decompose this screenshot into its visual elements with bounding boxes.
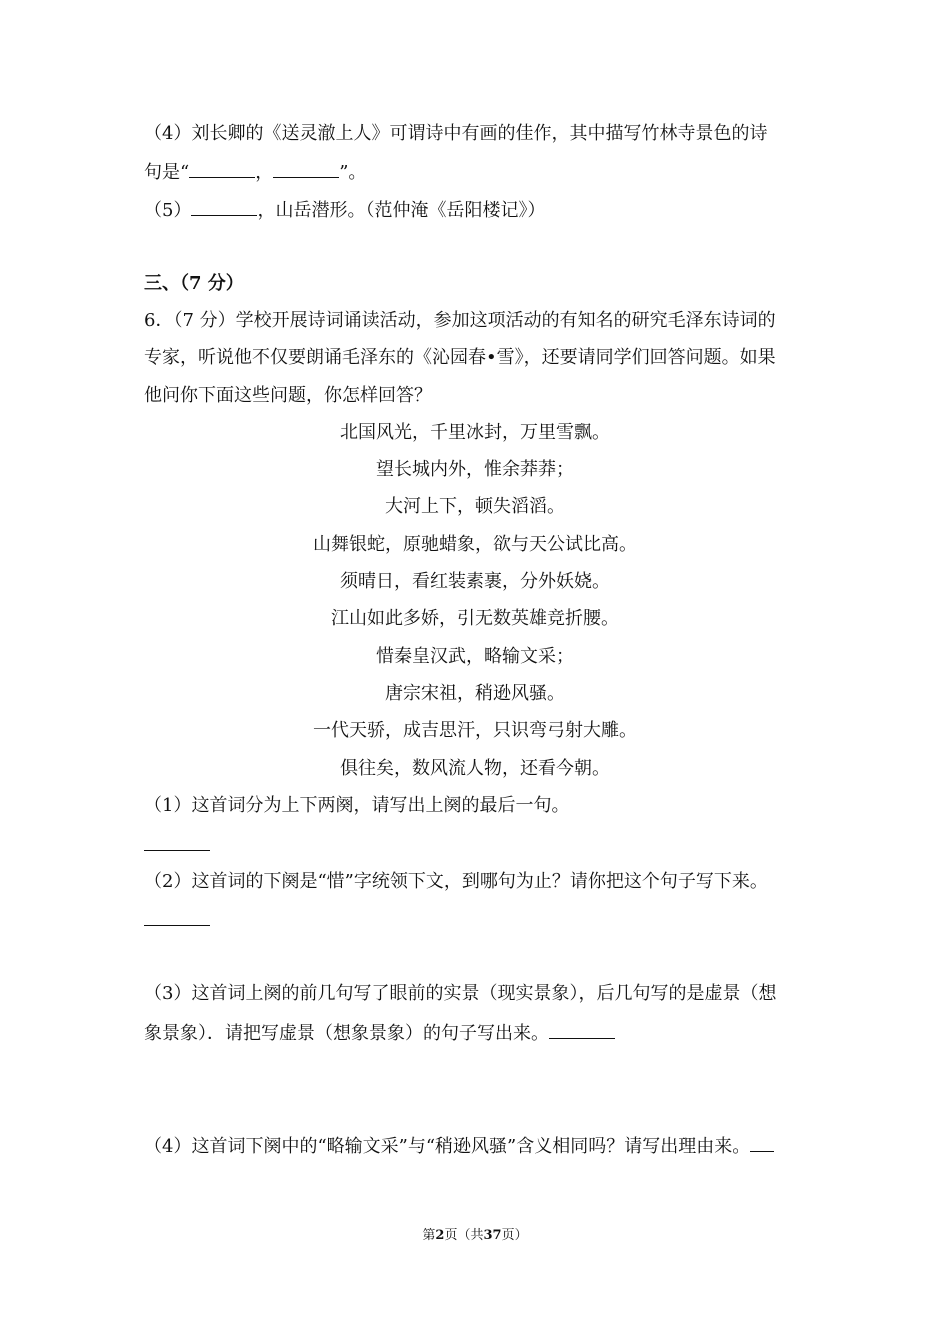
answer-blank-line[interactable] — [144, 907, 210, 933]
poem-line: 须晴日，看红装素裹，分外妖娆。 — [340, 571, 610, 592]
answer-blank[interactable] — [144, 832, 210, 851]
q4-line2 — [144, 159, 366, 185]
q4-line2-sep: ， — [255, 162, 274, 183]
q5-prefix: （5） — [144, 200, 192, 221]
footer-suffix: 页） — [501, 1228, 528, 1243]
footer-mid: 页（共 — [444, 1228, 484, 1243]
answer-blank[interactable] — [191, 197, 257, 216]
sub-question-1: （1）这首词分为上下两阕，请写出上阕的最后一句。 — [144, 795, 570, 816]
sub-question-4 — [144, 1133, 774, 1159]
answer-blank[interactable] — [273, 159, 339, 178]
footer-page-number: 2 — [435, 1228, 445, 1243]
poem-line: 唐宗宋祖，稍逊风骚。 — [385, 683, 565, 704]
poem-line: 俱往矣，数风流人物，还看今朝。 — [340, 758, 610, 779]
footer-total-pages: 37 — [483, 1228, 502, 1243]
q4-line2-suffix: ”。 — [339, 162, 367, 183]
answer-blank-line[interactable] — [144, 832, 210, 858]
poem-line: 望长城内外，惟余莽莽； — [376, 459, 574, 480]
q4-line1: （4）刘长卿的《送灵澈上人》可谓诗中有画的佳作，其中描写竹林寺景色的诗 — [144, 123, 768, 144]
footer-prefix: 第 — [422, 1228, 436, 1243]
answer-blank[interactable] — [144, 907, 210, 926]
answer-blank[interactable] — [750, 1133, 774, 1152]
sub-question-3-line2 — [144, 1020, 615, 1046]
sub-question-3-text: 象景象）．请把写虚景（想象景象）的句子写出来。 — [144, 1023, 549, 1044]
poem-line: 山舞银蛇，原驰蜡象，欲与天公试比高。 — [313, 534, 637, 555]
q6-line1: 6．（7 分）学校开展诗词诵读活动，参加这项活动的有知名的研究毛泽东诗词的 — [144, 310, 776, 331]
section-heading: 三、（7 分） — [144, 273, 244, 294]
q5-line — [144, 197, 545, 223]
answer-blank[interactable] — [189, 159, 255, 178]
poem-line: 一代天骄，成吉思汗，只识弯弓射大雕。 — [313, 720, 637, 741]
page-footer — [0, 1227, 950, 1245]
q5-suffix: ，山岳潜形。（范仲淹《岳阳楼记》） — [257, 200, 546, 221]
poem-line: 江山如此多娇，引无数英雄竞折腰。 — [331, 608, 619, 629]
q6-line3: 他问你下面这些问题，你怎样回答？ — [144, 385, 432, 406]
poem-line: 北国风光，千里冰封，万里雪飘。 — [340, 422, 610, 443]
poem-line: 大河上下，顿失滔滔。 — [385, 496, 565, 517]
q6-line2: 专家，听说他不仅要朗诵毛泽东的《沁园春•雪》，还要请同学们回答问题。如果 — [144, 347, 776, 368]
sub-question-3-line1: （3）这首词上阕的前几句写了眼前的实景（现实景象），后几句写的是虚景（想 — [144, 983, 777, 1004]
sub-question-4-text: （4）这首词下阕中的“略输文采”与“稍逊风骚”含义相同吗？请写出理由来。 — [144, 1136, 751, 1157]
sub-question-2: （2）这首词的下阕是“惜”字统领下文，到哪句为止？请你把这个句子写下来。 — [144, 871, 768, 892]
q4-line2-prefix: 句是“ — [144, 162, 190, 183]
answer-blank[interactable] — [549, 1020, 615, 1039]
poem-line: 惜秦皇汉武，略输文采； — [376, 646, 574, 667]
